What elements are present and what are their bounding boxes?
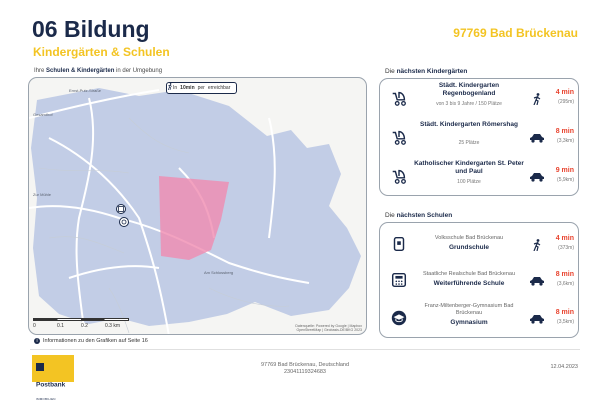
school-institution: Franz-Miltenberger-Gymnasium Bad Brückenau xyxy=(424,303,514,316)
school-type: Weiterführende Schule xyxy=(433,280,505,287)
page-title: 06 Bildung xyxy=(32,16,150,42)
logo-subline: IMMOBILIEN xyxy=(36,397,56,400)
map-canvas xyxy=(29,78,367,335)
kindergarten-marker xyxy=(120,218,129,227)
travel-time: 8 min xyxy=(555,309,574,316)
footer-id: 23041119324683 xyxy=(283,369,326,375)
stroller-icon xyxy=(390,167,408,185)
footer-divider xyxy=(30,349,580,350)
car-icon xyxy=(529,132,545,144)
walking-icon xyxy=(529,239,545,251)
travel-distance: (373m) xyxy=(558,245,574,251)
kindergarten-heading-prefix: Die xyxy=(385,68,395,75)
map-attribution: Datenquelle: Powered by Google | Mapbox OpenStreetMap | Geobasis-DE/BKG 2023 xyxy=(295,324,362,332)
info-note xyxy=(34,338,148,344)
kindergarten-name: Katholischer Kindergarten St. Peter und Paul xyxy=(414,160,524,175)
info-note-text: Informationen zu den Grafiken auf Seite 16 xyxy=(43,338,148,344)
area-map[interactable] xyxy=(28,77,367,335)
map-scale xyxy=(33,318,133,330)
travel-distance: (5,9km) xyxy=(557,177,574,183)
travel-time: 4 min xyxy=(555,235,574,242)
postbank-logo xyxy=(32,355,74,400)
school-marker xyxy=(117,205,126,214)
map-caption-prefix: Ihre xyxy=(34,68,45,74)
travel-distance: (3,6km) xyxy=(557,281,574,287)
travel-time: 9 min xyxy=(555,167,574,174)
car-icon xyxy=(529,171,545,183)
school-panel xyxy=(379,222,579,338)
legend-minutes: 10min xyxy=(180,85,195,91)
kindergarten-entry[interactable] xyxy=(380,118,580,158)
map-label: Ernst-Putz-Straße xyxy=(69,88,102,93)
scale-tick: 0.3 km xyxy=(105,323,121,329)
kindergarten-panel xyxy=(379,78,579,196)
travel-time: 4 min xyxy=(555,89,574,96)
scale-tick: 0.2 xyxy=(81,323,88,329)
map-caption-suffix: in der Umgebung xyxy=(116,68,163,74)
school-entry[interactable] xyxy=(380,299,580,339)
stroller-icon xyxy=(390,128,408,146)
school-type: Gymnasium xyxy=(450,319,488,326)
map-legend xyxy=(166,82,237,94)
footer-address-line: 97769 Bad Brückenau, Deutschland xyxy=(260,362,350,368)
school-institution: Staatliche Realschule Bad Brückenau xyxy=(422,271,516,277)
car-icon xyxy=(529,313,545,325)
map-label: Zur Mühle xyxy=(33,192,52,197)
map-caption xyxy=(34,68,162,74)
location-label: 97769 Bad Brückenau xyxy=(453,26,578,40)
school-heading-bold: nächsten Schulen xyxy=(396,212,453,219)
stroller-icon xyxy=(390,89,408,107)
kindergarten-heading xyxy=(385,68,467,75)
car-icon xyxy=(529,275,545,287)
legend-pre: In xyxy=(173,85,178,91)
kindergarten-entry[interactable] xyxy=(380,157,580,197)
walking-icon xyxy=(529,93,545,105)
scale-tick: 0.1 xyxy=(57,323,64,329)
travel-distance: (3,3km) xyxy=(557,138,574,144)
travel-distance: (3,5km) xyxy=(557,319,574,325)
kindergarten-name: Städt. Kindergarten Regenbogenland xyxy=(438,82,500,97)
school-entry[interactable] xyxy=(380,225,580,265)
logo-mark-icon xyxy=(36,363,44,371)
school-type: Grundschule xyxy=(448,244,490,251)
footer-address xyxy=(220,362,390,376)
legend-mid: per xyxy=(197,85,205,91)
kindergarten-entry[interactable] xyxy=(380,79,580,119)
walking-icon xyxy=(167,83,173,90)
calculator-icon xyxy=(390,271,408,289)
logo-word: Postbank xyxy=(36,381,66,389)
map-label: Gesamthof xyxy=(33,112,53,117)
travel-distance: (295m) xyxy=(558,99,574,105)
info-icon: i xyxy=(34,338,40,344)
legend-post: erreichbar xyxy=(207,85,231,91)
travel-time: 8 min xyxy=(555,128,574,135)
map-caption-bold: Schulen & Kindergärten xyxy=(46,68,115,74)
school-entry[interactable] xyxy=(380,261,580,301)
school-institution: Volksschule Bad Brückenau xyxy=(434,235,504,241)
school-heading xyxy=(385,212,452,219)
kindergarten-detail: 25 Plätze xyxy=(458,140,480,146)
kindergarten-detail: 100 Plätze xyxy=(457,179,481,185)
scale-tick: 0 xyxy=(33,323,36,329)
kindergarten-detail: von 3 bis 9 Jahre / 150 Plätze xyxy=(436,101,502,107)
school-building-icon xyxy=(390,235,408,253)
map-label: Am Schlossberg xyxy=(204,270,234,275)
kindergarten-heading-bold: nächsten Kindergärten xyxy=(396,68,468,75)
page-subtitle: Kindergärten & Schulen xyxy=(33,45,170,59)
footer-date: 12.04.2023 xyxy=(550,364,578,370)
graduation-cap-icon xyxy=(390,309,408,327)
kindergarten-name: Städt. Kindergarten Römershag xyxy=(420,121,518,128)
school-heading-prefix: Die xyxy=(385,212,395,219)
travel-time: 8 min xyxy=(555,271,574,278)
